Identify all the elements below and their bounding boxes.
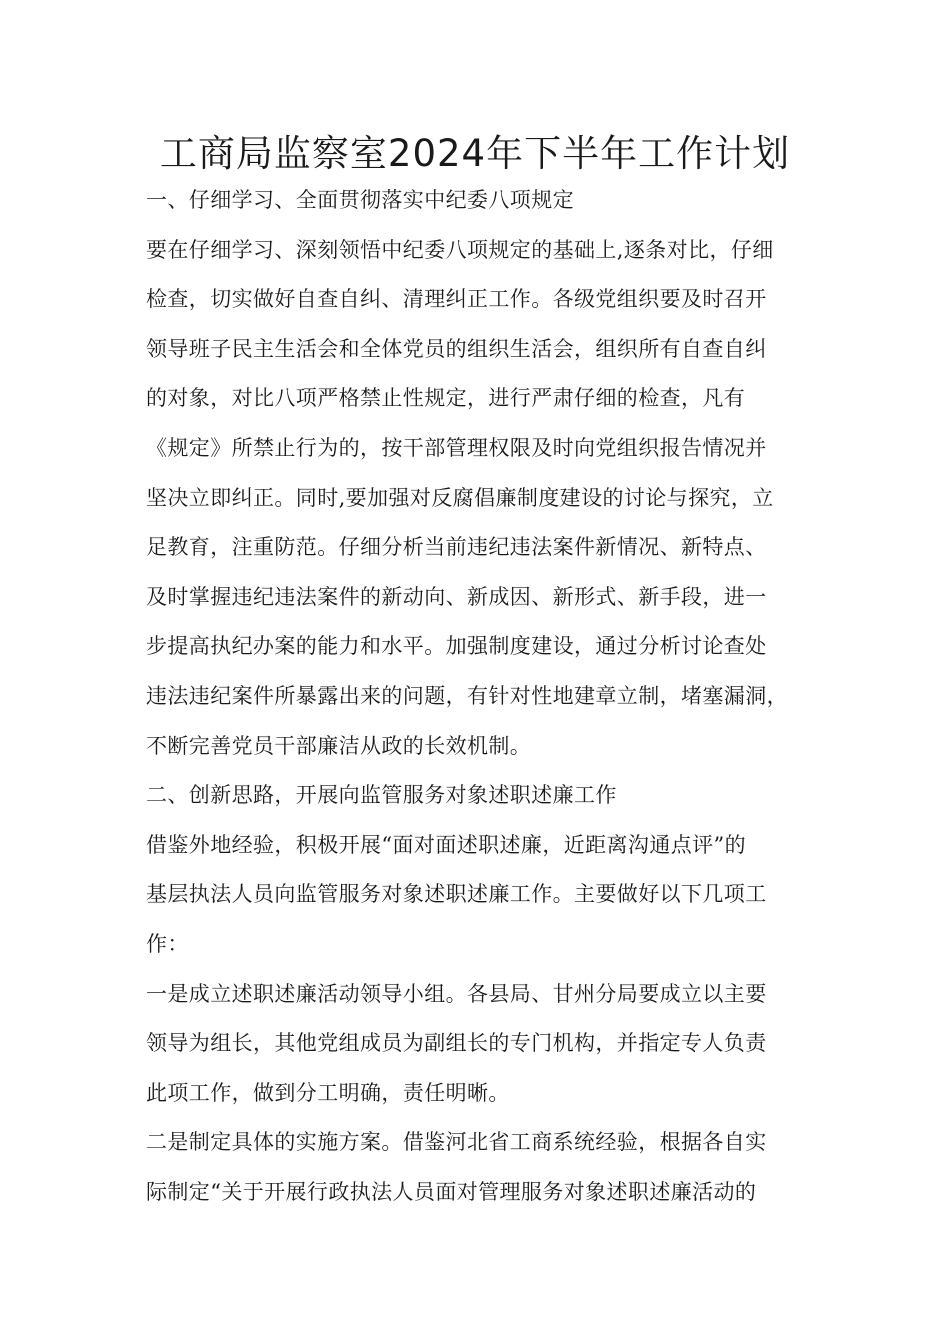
text-line: 借鉴外地经验，积极开展“面对面述职述廉，近距离沟通点评”的 <box>146 832 747 857</box>
text-line: 检查，切实做好自查自纠、清理纠正工作。各级党组织要及时召开 <box>146 287 767 312</box>
text-line: 要在仔细学习、深刻领悟中纪委八项规定的基础上,逐条对比，仔细 <box>146 237 774 262</box>
text-line: 步提高执纪办案的能力和水平。加强制度建设，通过分析讨论查处 <box>146 634 767 659</box>
text-line: 此项工作，做到分工明确，责任明晰。 <box>146 1080 510 1105</box>
text-line: 《规定》所禁止行为的，按干部管理权限及时向党组织报告情况并 <box>146 435 767 460</box>
document-body <box>146 176 836 1217</box>
text-line: 一是成立述职述廉活动领导小组。各县局、甘州分局要成立以主要 <box>146 981 767 1006</box>
text-line: 二、创新思路，开展向监管服务对象述职述廉工作 <box>146 783 617 808</box>
text-line: 坚决立即纠正。同时,要加强对反腐倡廉制度建设的讨论与探究，立 <box>146 485 774 510</box>
text-line: 二是制定具体的实施方案。借鉴河北省工商系统经验，根据各自实 <box>146 1130 767 1155</box>
text-line: 作： <box>146 931 189 956</box>
text-line: 际制定“关于开展行政执法人员面对管理服务对象述职述廉活动的 <box>146 1179 757 1204</box>
text-line: 不断完善党员干部廉洁从政的长效机制。 <box>146 733 532 758</box>
text-line: 一、仔细学习、全面贯彻落实中纪委八项规定 <box>146 188 574 212</box>
text-line: 基层执法人员向监管服务对象述职述廉工作。主要做好以下几项工 <box>146 882 767 907</box>
text-line: 及时掌握违纪违法案件的新动向、新成因、新形式、新手段，进一 <box>146 584 767 609</box>
text-line: 违法违纪案件所暴露出来的问题，有针对性地建章立制，堵塞漏洞， <box>146 683 788 708</box>
text-line: 领导为组长，其他党组成员为副组长的专门机构，并指定专人负责 <box>146 1031 767 1056</box>
text-line: 足教育，注重防范。仔细分析当前违纪违法案件新情况、新特点、 <box>146 535 767 560</box>
text-line: 领导班子民主生活会和全体党员的组织生活会，组织所有自查自纠 <box>146 336 767 361</box>
document-title: 工商局监察室2024年下半年工作计划 <box>159 132 791 175</box>
text-line: 的对象，对比八项严格禁止性规定，进行严肃仔细的检查，凡有 <box>146 386 746 411</box>
